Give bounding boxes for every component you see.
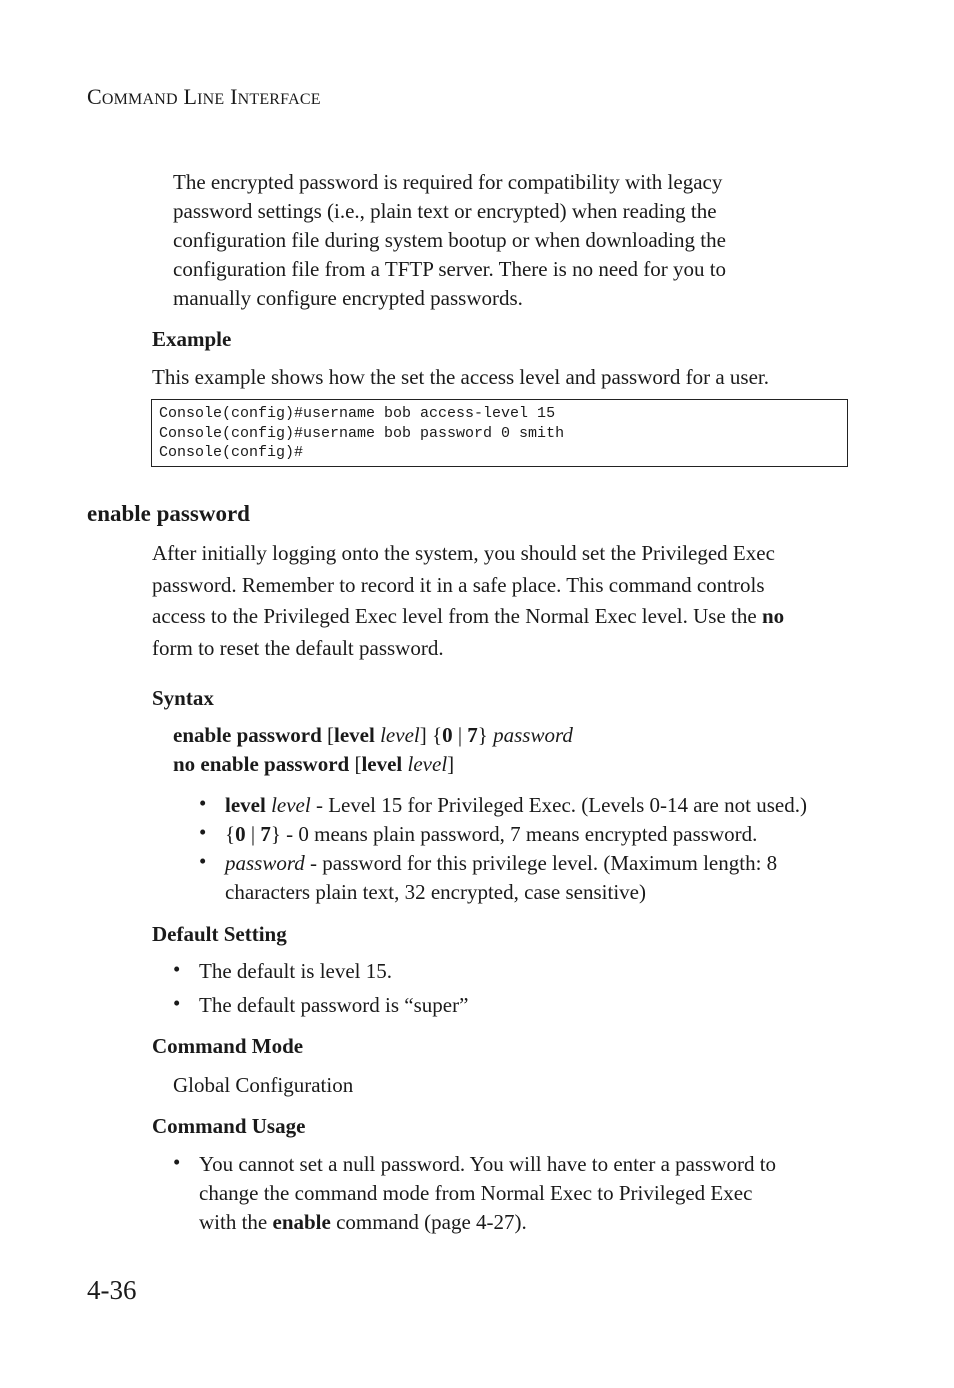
header-l: L: [183, 84, 198, 109]
bullet: •: [173, 991, 181, 1015]
usage-line: You cannot set a null password. You will have to enter a password to: [199, 1152, 777, 1176]
enable-keyword: enable: [272, 1210, 331, 1234]
syntax-bracket: [: [321, 723, 335, 747]
desc-line: form to reset the default password.: [152, 635, 444, 660]
bullet: •: [173, 957, 181, 981]
default-setting-heading: Default Setting: [152, 922, 287, 946]
intro-line: configuration file during system bootup or when downloading the: [173, 228, 726, 252]
desc-text: access to the Privileged Exec level from the Normal Exec level. Use the: [152, 604, 762, 628]
running-header: [87, 84, 321, 110]
bullet-text: - password for this privilege level. (Maximum length: 8: [304, 851, 778, 875]
syntax-line-2: [173, 750, 454, 779]
intro-line: configuration file from a TFTP server. There is no need for you to: [173, 257, 727, 281]
command-usage-heading: Command Usage: [152, 1114, 306, 1138]
syntax-password-arg: password: [493, 723, 573, 747]
bullet-zero: 0: [235, 822, 246, 846]
header-i: I: [230, 84, 238, 109]
bullet-brace: {: [225, 822, 236, 846]
syntax-brace: }: [477, 723, 494, 747]
syntax-command: no enable password: [173, 752, 350, 776]
example-text: This example shows how the set the access level and password for a user.: [152, 365, 769, 389]
syntax-keyword: level: [334, 723, 375, 747]
desc-line: [152, 601, 852, 633]
syntax-bullet-level: [225, 791, 807, 820]
bullet: •: [199, 820, 207, 844]
intro-line: password settings (i.e., plain text or encrypted) when reading the: [173, 199, 717, 223]
header-nterface: NTERFACE: [237, 91, 321, 108]
bullet: •: [199, 791, 207, 815]
bullet-text: - 0 means plain password, 7 means encrypted password.: [280, 822, 758, 846]
code-line: Console(config)#username bob access-level 15: [159, 405, 556, 422]
syntax-bracket: ] {: [419, 723, 443, 747]
bullet: •: [199, 849, 207, 873]
bullet-arg: password: [225, 851, 305, 875]
intro-paragraph: [173, 168, 833, 313]
header-c: C: [87, 84, 102, 109]
syntax-arg: level: [407, 752, 448, 776]
bullet-brace: }: [270, 822, 281, 846]
usage-line: [199, 1208, 849, 1237]
usage-line: change the command mode from Normal Exec to Privileged Exec: [199, 1181, 753, 1205]
syntax-heading: Syntax: [152, 686, 214, 710]
code-line: Console(config)#: [159, 444, 304, 461]
header-ine: INE: [197, 91, 225, 108]
bullet-keyword: level: [225, 793, 266, 817]
syntax-bracket: ]: [447, 752, 455, 776]
bullet-pipe: |: [245, 822, 261, 846]
usage-text: with the: [199, 1210, 273, 1234]
command-mode-text: Global Configuration: [173, 1073, 354, 1097]
syntax-pipe: |: [452, 723, 468, 747]
bullet-line: [225, 849, 845, 878]
bullet-seven: 7: [260, 822, 271, 846]
default-item: The default password is “super”: [199, 993, 469, 1017]
syntax-line-1: [173, 721, 573, 750]
example-heading: Example: [152, 327, 232, 351]
bullet-arg: level: [271, 793, 311, 817]
intro-line: manually configure encrypted passwords.: [173, 286, 523, 310]
command-usage-item: [199, 1150, 849, 1237]
usage-text: command (page 4-27).: [330, 1210, 527, 1234]
syntax-keyword: level: [361, 752, 403, 776]
code-line: Console(config)#username bob password 0 smith: [159, 424, 565, 442]
syntax-seven: 7: [467, 723, 478, 747]
section-title: enable password: [87, 501, 250, 526]
bullet: •: [173, 1150, 181, 1174]
bullet-line: characters plain text, 32 encrypted, case sensitive): [225, 880, 646, 904]
syntax-arg: level: [380, 723, 420, 747]
syntax-bullet-password: [225, 849, 845, 907]
syntax-command: enable password: [173, 723, 322, 747]
bullet-text: - Level 15 for Privileged Exec. (Levels 0-14 are not used.): [310, 793, 807, 817]
section-description: [152, 538, 852, 664]
page-number: 4-36: [87, 1275, 137, 1305]
desc-line: After initially logging onto the system, you should set the Privileged Exec: [152, 541, 775, 565]
syntax-zero: 0: [442, 723, 453, 747]
desc-line: password. Remember to record it in a safe place. This command controls: [152, 572, 765, 597]
syntax-bullet-mode: [225, 820, 757, 849]
syntax-bracket: [: [349, 752, 362, 776]
intro-line: The encrypted password is required for compatibility with legacy: [173, 170, 723, 194]
code-block: [151, 399, 848, 467]
header-ommand: OMMAND: [101, 91, 178, 108]
default-item: The default is level 15.: [199, 959, 393, 983]
command-mode-heading: Command Mode: [152, 1034, 304, 1058]
no-keyword: no: [761, 604, 785, 628]
